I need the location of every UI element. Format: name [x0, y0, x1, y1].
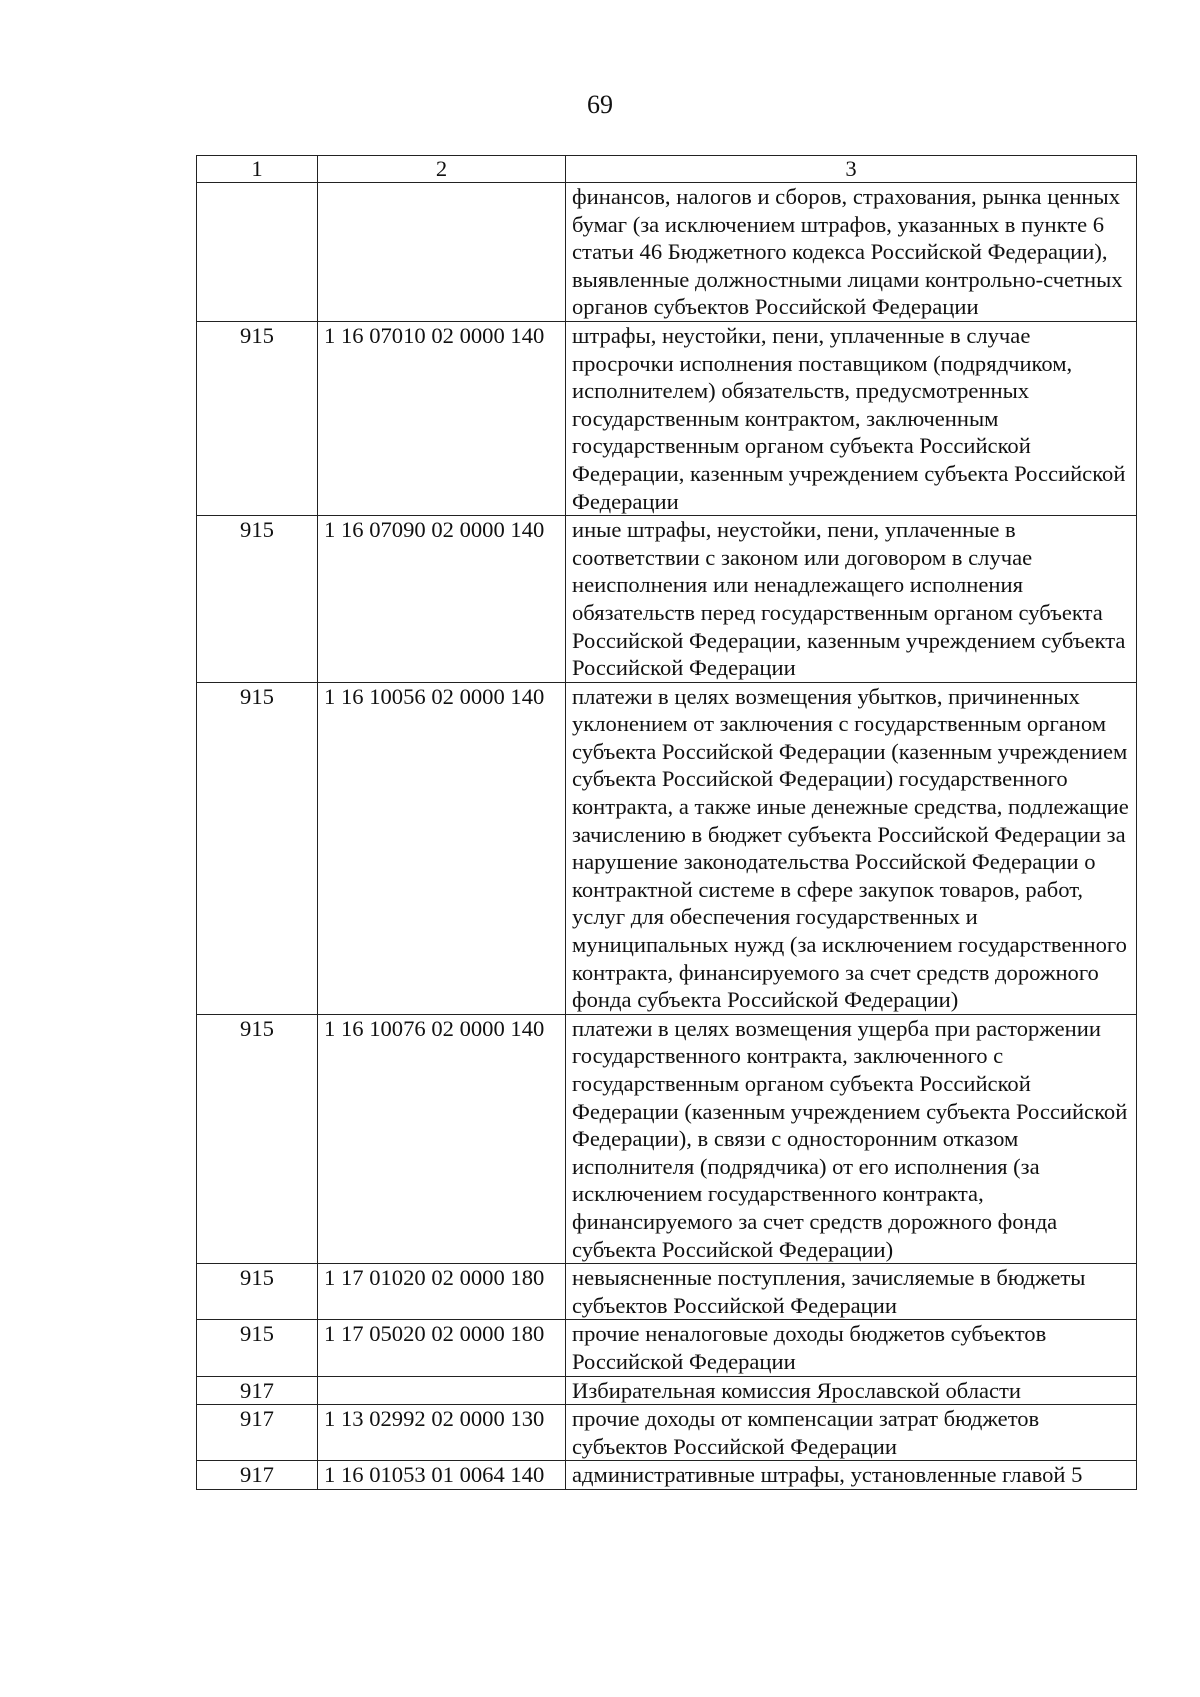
table-row: [197, 183, 1137, 322]
admin-code-cell: 915: [197, 516, 318, 683]
table-row: [197, 1320, 1137, 1376]
table-header-row: [197, 156, 1137, 183]
admin-code-cell: 917: [197, 1405, 318, 1461]
description-cell: платежи в целях возмещения убытков, причиненных уклонением от заключения с государственным органом субъекта Российской Федерации (казенным учреждением субъекта Российской Федерации) государственного контракта, а также иные денежные средства, подлежащие зачислению в бюджет субъекта Российской Федерации за нарушение законодательства Российской Федерации о контрактной системе в сфере закупок товаров, работ, услуг для обеспечения государственных и муниципальных нужд (за исключением государственного контракта, финансируемого за счет средств дорожного фонда субъекта Российской Федерации): [566, 682, 1137, 1014]
description-cell: финансов, налогов и сборов, страхования, рынка ценных бумаг (за исключением штрафов, указанных в пункте 6 статьи 46 Бюджетного кодекса Российской Федерации), выявленные должностными лицами контрольно-счетных органов субъектов Российской Федерации: [566, 183, 1137, 322]
page-number: 69: [587, 90, 613, 119]
table-row: [197, 682, 1137, 1014]
column-header-3: 3: [566, 156, 1137, 183]
table-row: [197, 1264, 1137, 1320]
admin-code-cell: [197, 183, 318, 322]
admin-code-cell: 915: [197, 682, 318, 1014]
admin-code-cell: 917: [197, 1461, 318, 1490]
description-cell: административные штрафы, установленные главой 5: [566, 1461, 1137, 1490]
admin-code-cell: 915: [197, 1264, 318, 1320]
revenue-code-cell: [318, 1376, 566, 1405]
description-cell: прочие неналоговые доходы бюджетов субъектов Российской Федерации: [566, 1320, 1137, 1376]
column-header-1: 1: [197, 156, 318, 183]
revenue-code-cell: 1 16 01053 01 0064 140: [318, 1461, 566, 1490]
table-row: [197, 516, 1137, 683]
table-row: [197, 1376, 1137, 1405]
table-row: [197, 1461, 1137, 1490]
description-cell: Избирательная комиссия Ярославской области: [566, 1376, 1137, 1405]
revenue-code-cell: 1 16 07090 02 0000 140: [318, 516, 566, 683]
description-cell: иные штрафы, неустойки, пени, уплаченные в соответствии с законом или договором в случае неисполнения или ненадлежащего исполнения обязательств перед государственным органом субъекта Российской Федерации, казенным учреждением субъекта Российской Федерации: [566, 516, 1137, 683]
admin-code-cell: 915: [197, 321, 318, 515]
admin-code-cell: 915: [197, 1014, 318, 1263]
table-row: [197, 1405, 1137, 1461]
admin-code-cell: 915: [197, 1320, 318, 1376]
budget-revenue-table: [196, 155, 1137, 1490]
description-cell: невыясненные поступления, зачисляемые в бюджеты субъектов Российской Федерации: [566, 1264, 1137, 1320]
table-row: [197, 1014, 1137, 1263]
revenue-code-cell: 1 16 07010 02 0000 140: [318, 321, 566, 515]
table-row: [197, 321, 1137, 515]
revenue-code-cell: 1 17 01020 02 0000 180: [318, 1264, 566, 1320]
revenue-code-cell: 1 16 10076 02 0000 140: [318, 1014, 566, 1263]
revenue-code-cell: [318, 183, 566, 322]
description-cell: прочие доходы от компенсации затрат бюджетов субъектов Российской Федерации: [566, 1405, 1137, 1461]
revenue-code-cell: 1 17 05020 02 0000 180: [318, 1320, 566, 1376]
revenue-code-cell: 1 13 02992 02 0000 130: [318, 1405, 566, 1461]
admin-code-cell: 917: [197, 1376, 318, 1405]
revenue-code-cell: 1 16 10056 02 0000 140: [318, 682, 566, 1014]
description-cell: платежи в целях возмещения ущерба при расторжении государственного контракта, заключенного с государственным органом субъекта Российской Федерации (казенным учреждением субъекта Российской Федерации), в связи с односторонним отказом исполнителя (подрядчика) от его исполнения (за исключением государственного контракта, финансируемого за счет средств дорожного фонда субъекта Российской Федерации): [566, 1014, 1137, 1263]
description-cell: штрафы, неустойки, пени, уплаченные в случае просрочки исполнения поставщиком (подрядчиком, исполнителем) обязательств, предусмотренных государственным контрактом, заключенным государственным органом субъекта Российской Федерации, казенным учреждением субъекта Российской Федерации: [566, 321, 1137, 515]
column-header-2: 2: [318, 156, 566, 183]
